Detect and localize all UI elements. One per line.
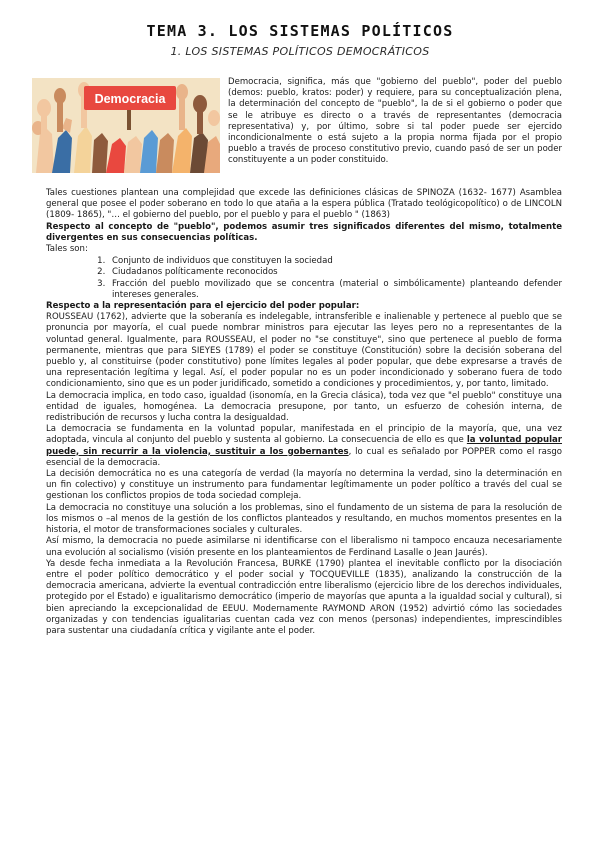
- paragraph-voluntad-popular: [46, 424, 562, 469]
- paragraph-categoria-verdad: La decisión democrática no es una categoría de verdad (la mayoría no determina la verdad, sino la determinación en un fin colectivo) y constituye un instrumento para fundamentar legítimamente un poder político a través del cual se gestionan los conflictos propios de toda sociedad compleja.: [46, 469, 562, 502]
- voluntad-underlined: la voluntad popular puede, sin recurrir a la violencia, sustituir a los gobernantes: [46, 435, 562, 457]
- paragraph-tales-cuestiones: Tales cuestiones plantean una complejidad que excede las definiciones clásicas de SPINOZA (1632- 1677) Asamblea general que posee el poder soberano en todo lo que ataña a la espera pública (Tratado teológicopolítico) o de LINCOLN (1809- 1865), "… el gobierno del pueblo, por el pueblo y para el pueblo " (1863): [46, 188, 562, 221]
- democracia-illustration: [32, 78, 220, 173]
- paragraph-solucion-problemas: La democracia no constituye una solución a los problemas, sino el fundamento de un sistema de para la resolución de los mismos o –al menos de la gestión de los conflictos planteados y resultando, en muchos momentos presentes en la historia, el motor de transformaciones sociales y culturales.: [46, 502, 562, 536]
- democracia-illustration-svg: [32, 78, 220, 173]
- section-subtitle-text: 1. LOS SISTEMAS POLÍTICOS DEMOCRÁTICOS: [170, 45, 430, 58]
- intro-paragraph: Democracia, significa, más que "gobierno del pueblo", poder del pueblo (demos: pueblo, kratos: poder) y requiere, para su conceptualización plena, la determinación del concepto de "pueblo", la de si el gobierno o poder que se le atribuye es directo o a través de representantes (democracia representativa) y, por último, sobre si tal poder puede ser ejercido incondicionalmente o está sujeto a la propia norma fijada por el propio pueblo a través de proceso constitutivo previo, cuando pasó de ser un poder constituyente a un poder constituido.: [228, 77, 562, 166]
- heading-representacion: Respecto a la representación para el ejercicio del poder popular:: [46, 301, 360, 312]
- paragraph-rousseau: ROUSSEAU (1762), advierte que la soberanía es indelegable, intransferible e inalienable y pertenece al pueblo que se pronuncia por mayoría, el cual puede nombrar ministros para ejecutar las leyes pero no a representantes de la voluntad general. Igualmente, para ROUSSEAU, el poder no "se constituye", sino que pertenece al pueblo de forma permanente, mientras que para SIEYES (1789) el poder se constituye (Constitución) sobre la decisión soberana del pueblo y, al constituirse (poder constitutivo) pone límites legales al poder popular, que debe expresarse a través de una representación legítima y legal. Así, el poder popular no es un poder incondicionado y soberano fuera de todo condicionamiento, sino que es un poder juridificado, sometido a condiciones y procedimientos, y, por tanto, limitado.: [46, 312, 562, 390]
- paragraph-liberalismo: Así mismo, la democracia no puede asimilarse ni identificarse con el liberalismo ni tampoco encauza necesariamente una evolución al socialismo (visión presente en los planteamientos de Ferdinand Lasalle o Jean Jaurés).: [46, 536, 562, 558]
- paragraph-concepto-pueblo: Respecto al concepto de "pueblo", podemos asumir tres significados diferentes del mismo, totalmente divergentes en sus consecuencias políticas.: [46, 221, 562, 243]
- page-title: TEMA 3. LOS SISTEMAS POLÍTICOS: [146, 22, 454, 40]
- paragraph-tales-son: Tales son:: [46, 244, 88, 255]
- list-item: 3. Fracción del pueblo movilizado que se concentra (material o simbólicamente) planteando defender intereses generales.: [108, 279, 562, 301]
- section-subtitle: [0, 45, 600, 58]
- voluntad-text-a: La democracia se fundamenta en la voluntad popular, manifestada en el principio de la mayoría, que, una vez adoptada, vincula al conjunto del pueblo y sustenta al gobierno. La consecuencia de ello es que: [46, 424, 562, 446]
- voluntad-text-b: , lo cual es señalado por POPPER como el rasgo esencial de la democracia.: [46, 446, 562, 468]
- main-content: [46, 188, 562, 637]
- sign-text: Democracia: [94, 92, 166, 106]
- paragraph-igualdad: La democracia implica, en todo caso, igualdad (isonomía, en la Grecia clásica), toda vez que "el pueblo" constituye una entidad de iguales, homogénea. La democracia presupone, por tanto, un esfuerzo de cohesión interna, de redistribución de recursos y lucha contra la desigualdad.: [46, 390, 562, 424]
- pueblo-meanings-list: [46, 256, 562, 301]
- paragraph-burke-tocqueville: Ya desde fecha inmediata a la Revolución Francesa, BURKE (1790) plantea el inevitable conflicto por la disociación entre el poder político democrático y el poder social y TOCQUEVILLE (1835), analizando la construcción de la democracia americana, advierte la eventual contradicción entre liberalismo (ejercicio libre de los derechos individuales, protegido por el Estado) e igualitarismo democrático (imperio de mayorías que apunta a la igualdad social y cultural), si bien apreciando la excepcionalidad de EEUU. Modernamente RAYMOND ARON (1952) advirtió cómo las sociedades organizadas y con tendencias igualitarias cuentan cada vez con menos (personas) independientes, imprescindibles para sustentar una ciudadanía crítica y vigilante ante el poder.: [46, 558, 562, 636]
- list-item: 1. Conjunto de individuos que constituyen la sociedad: [108, 256, 562, 267]
- list-item: 2. Ciudadanos políticamente reconocidos: [108, 267, 562, 278]
